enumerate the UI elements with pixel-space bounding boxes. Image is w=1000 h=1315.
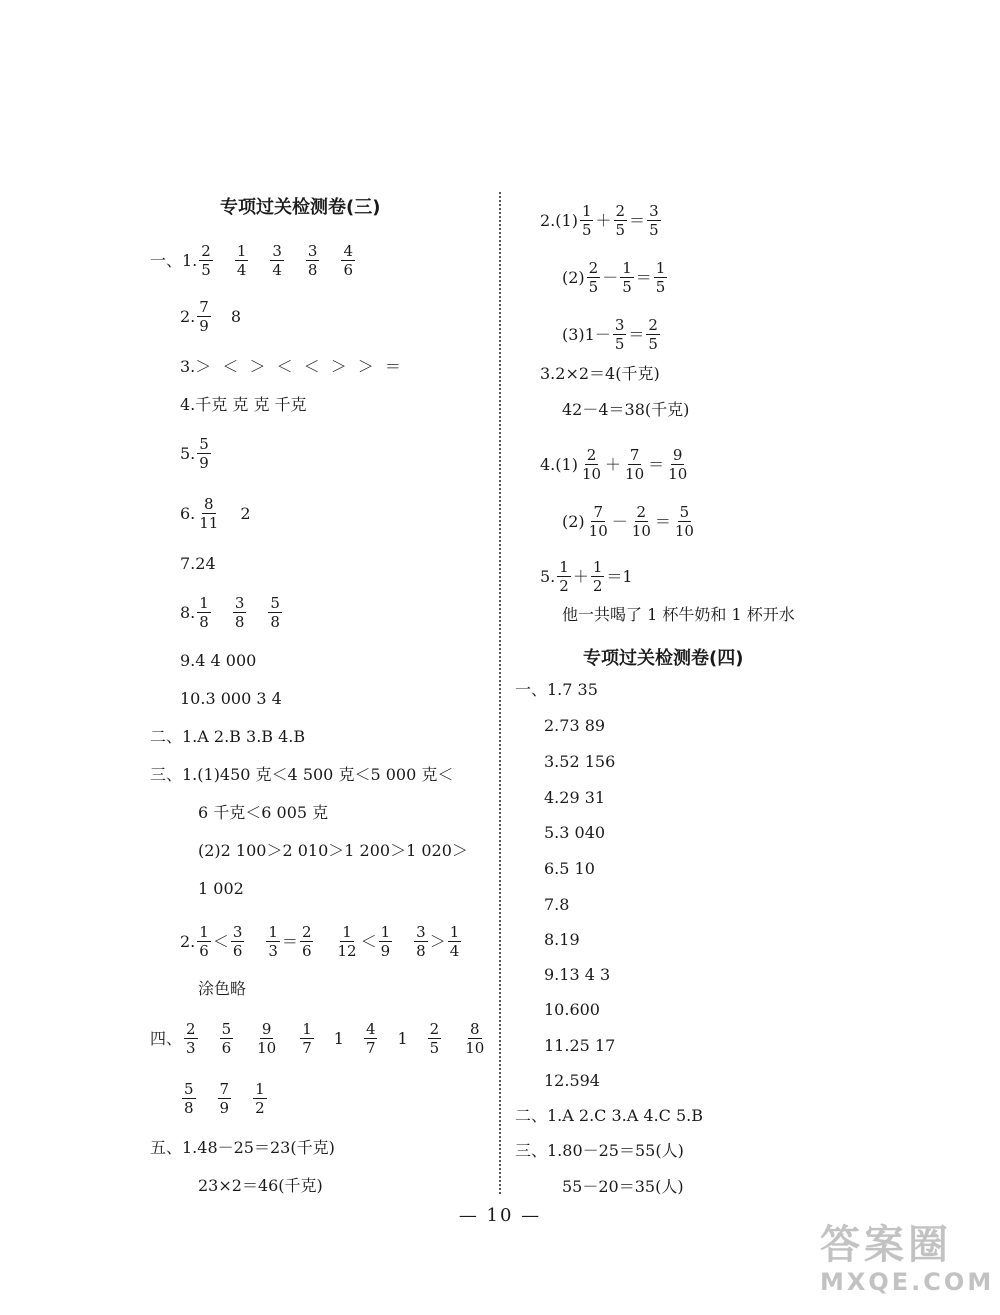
denominator: 6 [343,261,354,279]
denominator: 7 [365,1039,376,1057]
fraction [613,316,627,353]
section-title-4: 专项过关检测卷(四) [583,648,744,669]
denominator: 4 [272,261,282,279]
numerator: 8 [204,495,214,513]
numerator: 5 [199,435,209,453]
answer-r3-2: 42－4＝38(千克) [562,400,690,419]
fraction [580,202,594,239]
denominator: 9 [219,1099,230,1117]
answer-t2-3a: 三、1.80－25＝55(人) [515,1141,684,1160]
fraction [300,923,314,960]
numerator: 4 [343,242,354,260]
numerator: 1 [581,202,592,220]
fraction [587,503,610,540]
fraction [184,1020,198,1057]
answer-4-row1: 四、 $\frac{2}{3}$ $\frac{5}{6}$ $\frac{9}{10}$ $\frac{1}{7}$ 1 $\frac{4}{7}$ 1 $\frac{2}{5}$ $\frac{8}{10}$ [150,1020,485,1057]
fraction [666,446,689,483]
denominator: 10 [465,1039,485,1057]
fraction [341,242,355,279]
answer-t2-1-12: 12.594 [544,1071,600,1090]
numerator: 3 [416,923,426,941]
denominator: 10 [257,1039,277,1057]
denominator: 5 [648,335,658,353]
fraction [233,594,247,631]
numerator: 3 [307,242,318,260]
numerator: 1 [622,259,632,277]
answer-2: 二、1.A 2.B 3.B 4.B [150,727,306,746]
fraction [182,1080,196,1117]
denominator: 5 [655,278,666,296]
answer-4-row2 [180,1080,269,1117]
denominator: 3 [268,942,278,960]
numerator: 4 [365,1020,376,1038]
answer-t2-1-11: 11.25 17 [544,1036,616,1055]
denominator: 4 [449,942,460,960]
denominator: 6 [232,942,243,960]
answer-1-9: 9.4 4 000 [180,651,257,670]
fraction [557,558,571,595]
watermark-logo-text: 答案圈 [820,1222,952,1268]
numerator: 2 [186,1020,196,1038]
answer-r4-2: (2) $\frac{7}{10}$ － $\frac{2}{10}$ ＝ $\frac{5}{10}$ [562,503,694,540]
fraction [306,242,320,279]
site-watermark [820,1222,995,1302]
numerator: 2 [615,202,626,220]
fraction [220,1020,234,1057]
denominator: 5 [581,221,592,239]
numerator: 2 [301,923,312,941]
numerator: 7 [199,298,209,316]
numerator: 7 [629,446,640,464]
answer-t2-1-4: 4.29 31 [544,788,606,807]
column-divider [499,192,501,1194]
numerator: 1 [255,1080,265,1098]
answer-t2-3b: 55－20＝35(人) [562,1177,684,1196]
denominator: 8 [184,1099,194,1117]
denominator: 10 [631,522,651,540]
numerator: 1 [236,242,247,260]
numerator: 2 [648,316,658,334]
answer-t2-1-8: 8.19 [544,930,580,949]
denominator: 5 [588,278,599,296]
answer-r2-2: (2) $\frac{2}{5}$ － $\frac{1}{5}$ ＝ $\frac{1}{5}$ [562,259,666,296]
fraction [647,202,661,239]
fraction [270,242,284,279]
numerator: 3 [614,316,625,334]
answer-1-4: 4.千克 克 克 千克 [180,395,307,414]
numerator: 3 [272,242,282,260]
answer-5-1a: 五、1.48－25＝23(千克) [150,1138,335,1157]
denominator: 2 [592,577,603,595]
answer-1-7: 7.24 [180,554,216,573]
numerator: 3 [649,202,659,220]
numerator: 5 [270,594,280,612]
numerator: 1 [302,1020,312,1038]
numerator: 1 [655,259,666,277]
denominator: 4 [236,261,247,279]
answer-t2-1-7: 7.8 [544,895,570,914]
numerator: 3 [234,594,245,612]
fraction [255,1020,278,1057]
denominator: 11 [199,514,219,532]
denominator: 5 [201,261,211,279]
numerator: 9 [261,1020,272,1038]
page-number: — 10 — [458,1205,542,1226]
answer-r2-1: 2.(1) $\frac{1}{5}$ ＋ $\frac{2}{5}$ ＝ $\frac{3}{5}$ [540,202,659,239]
fraction [268,594,282,631]
numerator: 7 [593,503,603,521]
numerator: 8 [469,1020,480,1038]
denominator: 8 [270,613,280,631]
answer-t2-1-9: 9.13 4 3 [544,965,611,984]
fraction [448,923,462,960]
answer-1-2: 2. $\frac{7}{9}$ 8 [180,298,241,335]
numerator: 2 [636,503,647,521]
fraction [463,1020,486,1057]
answer-3-1c: (2)2 100＞2 010＞1 200＞1 020＞ [198,841,468,860]
answer-t2-2: 二、1.A 2.C 3.A 4.C 5.B [515,1106,704,1125]
fraction [654,259,668,296]
fraction [335,923,358,960]
answer-r2-3: (3)1－ $\frac{3}{5}$ ＝ $\frac{2}{5}$ [562,316,658,353]
fraction [428,1020,442,1057]
fraction [197,594,211,631]
numerator: 9 [672,446,683,464]
answer-3-2: 2. $\frac{1}{6}$ ＜ $\frac{3}{6}$ $\frac{1}{3}$ ＝ $\frac{2}{6}$ $\frac{1}{12}$ ＜ $\frac{1}{9}$ $\frac{3}{8}$ ＞ $\frac{1}{4}$ [180,923,460,960]
answer-3-1a: 三、1.(1)450 克＜4 500 克＜5 000 克＜ [150,765,454,784]
denominator: 12 [337,942,357,960]
numerator: 5 [221,1020,232,1038]
denominator: 8 [234,613,245,631]
fraction [364,1020,378,1057]
answer-3-note: 涂色略 [198,979,247,998]
fraction [197,495,220,532]
fraction [630,503,653,540]
numerator: 1 [592,558,603,576]
fraction [197,923,211,960]
fraction [587,259,601,296]
answer-1-10: 10.3 000 3 4 [180,689,282,708]
answer-5-1b: 23×2＝46(千克) [198,1176,323,1195]
numerator: 3 [232,923,243,941]
fraction [620,259,634,296]
numerator: 5 [679,503,690,521]
fraction [197,435,211,472]
denominator: 10 [625,465,645,483]
fraction [673,503,696,540]
answer-t2-1-10: 10.600 [544,1000,600,1019]
denominator: 8 [416,942,426,960]
numerator: 1 [449,923,460,941]
fraction [231,923,245,960]
fraction [646,316,660,353]
answer-r5-text: 他一共喝了 1 杯牛奶和 1 杯开水 [562,605,795,624]
fraction [218,1080,232,1117]
denominator: 9 [380,942,391,960]
answer-1-1: 一、1. $\frac{2}{5}$ $\frac{1}{4}$ $\frac{3}{4}$ $\frac{3}{8}$ $\frac{4}{6}$ [150,242,354,279]
denominator: 5 [649,221,659,239]
numerator: 1 [268,923,278,941]
fraction [253,1080,267,1117]
answer-3-1d: 1 002 [198,879,244,898]
denominator: 5 [615,221,626,239]
fraction [623,446,646,483]
numerator: 7 [219,1080,230,1098]
denominator: 8 [199,613,209,631]
numerator: 1 [342,923,352,941]
denominator: 5 [622,278,632,296]
answer-r5: 5. $\frac{1}{2}$ ＋ $\frac{1}{2}$ ＝1 [540,558,633,595]
denominator: 10 [588,522,608,540]
answer-1-6: 6. $\frac{8}{11}$ 2 [180,495,251,532]
answer-t2-1-1: 一、1.7 35 [515,680,598,699]
denominator: 3 [186,1039,196,1057]
fraction [235,242,249,279]
answer-t2-1-3: 3.52 156 [544,752,616,771]
watermark-url: MXQE.COM [820,1268,995,1296]
answer-t2-1-6: 6.5 10 [544,859,595,878]
numerator: 2 [586,446,597,464]
numerator: 2 [429,1020,440,1038]
answer-t2-1-2: 2.73 89 [544,716,606,735]
denominator: 2 [255,1099,265,1117]
numerator: 1 [199,594,209,612]
numerator: 1 [199,923,209,941]
numerator: 1 [559,558,569,576]
fraction [414,923,428,960]
answer-1-8: 8. $\frac{1}{8}$ $\frac{3}{8}$ $\frac{5}{8}$ [180,594,280,631]
answer-1-3: 3.＞ ＜ ＞ ＜ ＜ ＞ ＞ ＝ [180,357,401,376]
denominator: 6 [199,942,209,960]
fraction [197,298,211,335]
numerator: 2 [588,259,599,277]
answer-r4-1: 4.(1) $\frac{2}{10}$ ＋ $\frac{7}{10}$ ＝ $\frac{9}{10}$ [540,446,688,483]
numerator: 2 [201,242,211,260]
denominator: 2 [559,577,569,595]
fraction [266,923,280,960]
denominator: 9 [199,454,209,472]
denominator: 5 [429,1039,440,1057]
denominator: 6 [221,1039,232,1057]
denominator: 10 [668,465,688,483]
numerator: 5 [184,1080,194,1098]
numerator: 1 [380,923,391,941]
answer-3-1b: 6 千克＜6 005 克 [198,803,329,822]
denominator: 10 [674,522,694,540]
denominator: 7 [302,1039,312,1057]
denominator: 8 [307,261,318,279]
answer-t2-1-5: 5.3 040 [544,823,606,842]
denominator: 5 [614,335,625,353]
section-title-3: 专项过关检测卷(三) [220,197,381,218]
answer-1-5: 5. $\frac{5}{9}$ [180,435,209,472]
fraction [199,242,213,279]
fraction [580,446,603,483]
fraction [591,558,605,595]
denominator: 6 [301,942,312,960]
fraction [614,202,628,239]
denominator: 10 [581,465,602,483]
fraction [379,923,393,960]
fraction [300,1020,314,1057]
denominator: 9 [199,317,209,335]
answer-r3-1: 3.2×2＝4(千克) [540,364,660,383]
